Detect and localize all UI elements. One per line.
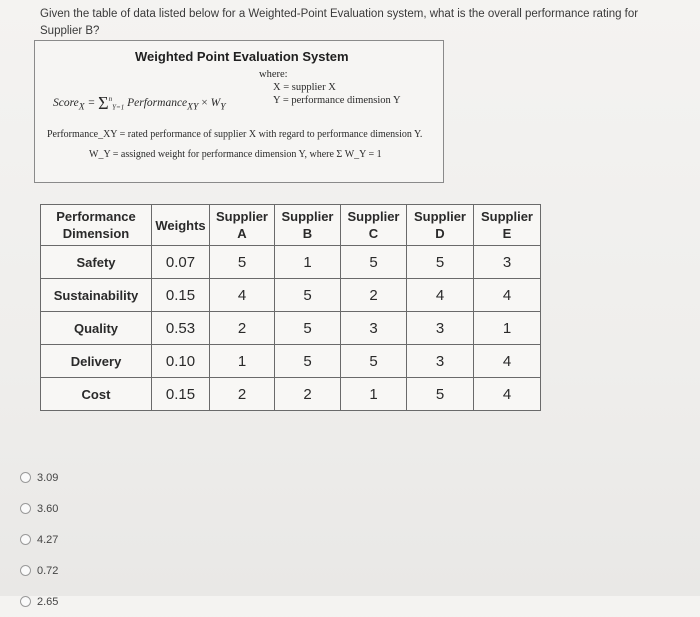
dimension-cell: Sustainability [41, 279, 152, 312]
radio-button[interactable] [20, 565, 31, 576]
header-cell: Supplier E [474, 205, 541, 246]
answer-option[interactable] [20, 555, 58, 586]
weight-cell: 0.15 [152, 279, 210, 312]
score-cell: 2 [341, 279, 407, 312]
dimension-cell: Cost [41, 378, 152, 411]
answer-option[interactable] [20, 462, 58, 493]
score-cell: 5 [407, 246, 474, 279]
dimension-cell: Quality [41, 312, 152, 345]
variable-definitions: X = supplier X Y = performance dimension Y [273, 82, 401, 106]
score-cell: 5 [275, 312, 341, 345]
score-cell: 3 [474, 246, 541, 279]
table-row [41, 312, 541, 345]
radio-button[interactable] [20, 503, 31, 514]
answer-options [20, 462, 58, 617]
header-cell: Supplier B [275, 205, 341, 246]
option-label: 3.09 [37, 471, 59, 484]
header-cell: Performance Dimension [41, 205, 152, 246]
score-cell: 5 [341, 246, 407, 279]
weight-cell: 0.53 [152, 312, 210, 345]
score-cell: 3 [407, 345, 474, 378]
score-cell: 5 [407, 378, 474, 411]
header-cell: Supplier A [210, 205, 275, 246]
header-cell: Supplier D [407, 205, 474, 246]
answer-option[interactable] [20, 586, 58, 617]
score-cell: 3 [341, 312, 407, 345]
header-cell: Weights [152, 205, 210, 246]
score-cell: 2 [275, 378, 341, 411]
table-row [41, 246, 541, 279]
dimension-cell: Safety [41, 246, 152, 279]
where-label: where: [259, 69, 288, 80]
option-label: 0.72 [37, 564, 59, 577]
answer-option[interactable] [20, 524, 58, 555]
score-cell: 4 [474, 345, 541, 378]
score-cell: 1 [474, 312, 541, 345]
weight-cell: 0.15 [152, 378, 210, 411]
option-label: 4.27 [37, 533, 59, 546]
table-row [41, 345, 541, 378]
score-cell: 2 [210, 312, 275, 345]
score-cell: 5 [210, 246, 275, 279]
score-cell: 3 [407, 312, 474, 345]
score-cell: 5 [341, 345, 407, 378]
question-text: Given the table of data listed below for a Weighted-Point Evaluation system, what is the overall performance rating for Supplier B? [40, 8, 639, 37]
performance-definition: Performance_XY = rated performance of supplier X with regard to performance dimension Y. [47, 129, 423, 140]
score-cell: 5 [275, 345, 341, 378]
score-cell: 5 [275, 279, 341, 312]
weight-definition: W_Y = assigned weight for performance dimension Y, where Σ W_Y = 1 [89, 149, 382, 160]
score-cell: 1 [275, 246, 341, 279]
formula-title: Weighted Point Evaluation System [135, 49, 349, 64]
radio-button[interactable] [20, 472, 31, 483]
score-cell: 1 [210, 345, 275, 378]
radio-button[interactable] [20, 596, 31, 607]
score-cell: 4 [210, 279, 275, 312]
answer-option[interactable] [20, 493, 58, 524]
formula-box [34, 40, 444, 183]
score-formula: Score$_X$ = $\Sigma^n_{Y=1}$ Performance$_{XY}$ × $W_Y$ [53, 93, 226, 113]
option-label: 3.60 [37, 502, 59, 515]
table-row [41, 279, 541, 312]
weight-cell: 0.07 [152, 246, 210, 279]
header-cell: Supplier C [341, 205, 407, 246]
option-label: 2.65 [37, 595, 59, 608]
score-cell: 4 [474, 378, 541, 411]
dimension-cell: Delivery [41, 345, 152, 378]
sigma-icon: Σ [98, 93, 109, 113]
score-cell: 2 [210, 378, 275, 411]
score-cell: 1 [341, 378, 407, 411]
radio-button[interactable] [20, 534, 31, 545]
weight-cell: 0.10 [152, 345, 210, 378]
table-header-row [41, 205, 541, 246]
table-row [41, 378, 541, 411]
score-cell: 4 [474, 279, 541, 312]
score-cell: 4 [407, 279, 474, 312]
evaluation-table [40, 204, 541, 411]
